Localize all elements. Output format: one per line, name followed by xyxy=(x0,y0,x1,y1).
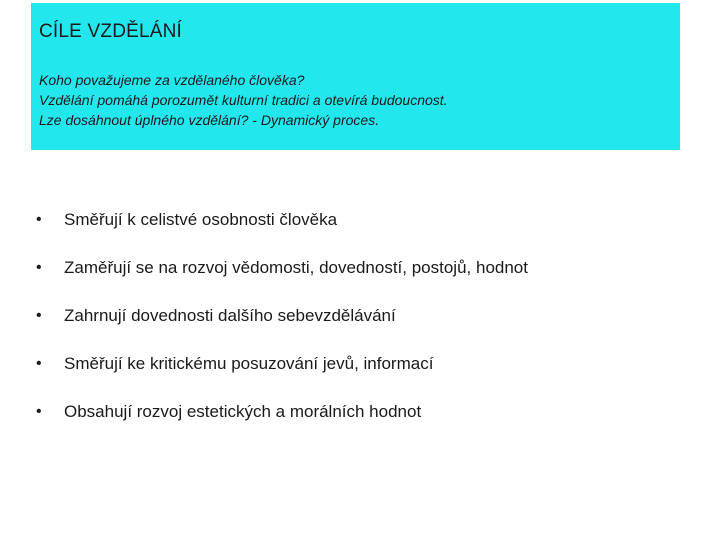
bullet-list xyxy=(36,206,528,446)
bullet-text: Směřují ke kritickému posuzování jevů, informací xyxy=(64,354,434,373)
bullet-text: Směřují k celistvé osobnosti člověka xyxy=(64,210,338,229)
intro-line: Vzdělání pomáhá porozumět kulturní tradici a otevírá budoucnost. xyxy=(39,92,448,108)
bullet-marker: • xyxy=(36,259,42,276)
intro-line: Lze dosáhnout úplného vzdělání? - Dynamický proces. xyxy=(39,112,380,128)
bullet-marker: • xyxy=(36,403,42,420)
bullet-item xyxy=(36,206,528,234)
bullet-item xyxy=(36,254,528,282)
intro-line: Koho považujeme za vzdělaného člověka? xyxy=(39,72,305,88)
bullet-marker: • xyxy=(36,355,42,372)
bullet-text: Zaměřují se na rozvoj vědomosti, dovedností, postojů, hodnot xyxy=(64,258,528,277)
bullet-marker: • xyxy=(36,307,42,324)
title-banner xyxy=(31,3,680,150)
bullet-item xyxy=(36,398,528,426)
bullet-text: Zahrnují dovednosti dalšího sebevzdělávání xyxy=(64,306,396,325)
intro-text xyxy=(39,70,680,130)
bullet-text: Obsahují rozvoj estetických a morálních hodnot xyxy=(64,402,422,421)
bullet-item xyxy=(36,350,528,378)
slide-title: CÍLE VZDĚLÁNÍ xyxy=(39,21,183,42)
bullet-item xyxy=(36,302,528,330)
bullet-marker: • xyxy=(36,211,42,228)
